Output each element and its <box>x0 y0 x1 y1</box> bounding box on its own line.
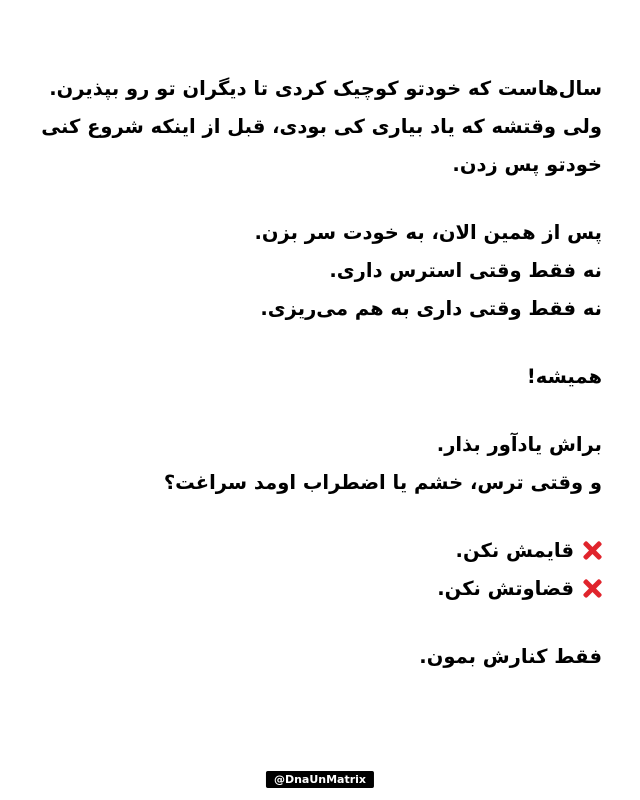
text-line: خودتو پس زدن. <box>452 153 602 176</box>
text-line: همیشه! <box>526 365 602 388</box>
post-text <box>38 70 602 676</box>
paragraph-2 <box>38 214 602 328</box>
paragraph-3 <box>38 358 602 396</box>
paragraph-4 <box>38 426 602 502</box>
red-x-icon <box>582 540 602 560</box>
text-line: سال‌هاست که خودتو کوچیک کردی تا دیگران تو رو بپذیرن. <box>49 77 602 100</box>
paragraph-1 <box>38 70 602 184</box>
dont-item <box>38 532 602 570</box>
text-line: نه فقط وقتی استرس داری. <box>329 259 602 282</box>
paragraph-6 <box>38 638 602 676</box>
dont-item-text: قایمش نکن. <box>455 539 574 562</box>
paragraph-spacer <box>38 502 602 532</box>
text-line: و وقتی ترس، خشم یا اضطراب اومد سراغت؟ <box>163 471 602 494</box>
text-line: ولی وقتشه که یاد بیاری کی بودی، قبل از اینکه شروع کنی <box>41 115 602 138</box>
paragraph-spacer <box>38 184 602 214</box>
text-line: نه فقط وقتی داری به هم می‌ریزی. <box>260 297 602 320</box>
paragraph-spacer <box>38 328 602 358</box>
paragraph-spacer <box>38 396 602 426</box>
red-x-icon <box>582 578 602 598</box>
dont-item <box>38 570 602 608</box>
dont-item-text: قضاوتش نکن. <box>437 577 574 600</box>
text-line: براش یادآور بذار. <box>436 433 602 456</box>
text-line: پس از همین الان، به خودت سر بزن. <box>254 221 602 244</box>
donts-list <box>38 532 602 608</box>
text-line: فقط کنارش بمون. <box>419 645 602 668</box>
paragraph-spacer <box>38 608 602 638</box>
watermark-label: @DnaUnMatrix <box>266 771 374 788</box>
